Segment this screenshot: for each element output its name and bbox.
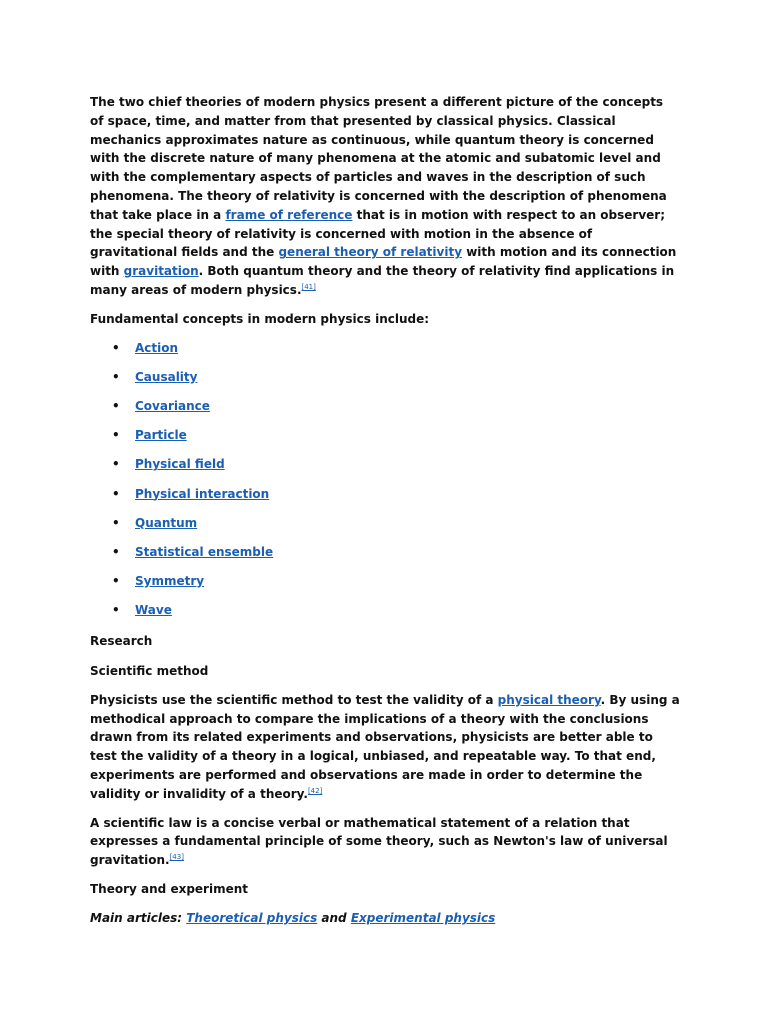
- list-item: [90, 485, 680, 514]
- paragraph-text: . Both quantum theory and the theory of relativity find applications in many areas of modern physics.: [90, 264, 675, 297]
- scientific-method-paragraph: [90, 691, 680, 804]
- bullet-icon: •: [112, 398, 120, 413]
- citation-43-link[interactable]: [43]: [169, 853, 184, 862]
- scientific-method-heading: Scientific method: [90, 663, 209, 678]
- list-item: [90, 572, 680, 601]
- paragraph-text: A scientific law is a concise verbal or mathematical statement of a relation that expresses a fundamental principle of some theory, such as Newton's law of universal gravitation.: [90, 815, 668, 868]
- main-articles-line: [90, 909, 680, 928]
- bullet-icon: •: [112, 457, 120, 472]
- concept-link-action[interactable]: Action: [135, 340, 179, 355]
- bullet-icon: •: [112, 428, 120, 443]
- citation-42-link[interactable]: [42]: [307, 786, 323, 795]
- concept-link-quantum[interactable]: Quantum: [135, 515, 198, 530]
- list-item: [90, 455, 680, 484]
- bullet-icon: •: [112, 340, 120, 355]
- concept-link-particle[interactable]: Particle: [135, 428, 187, 443]
- concept-link-symmetry[interactable]: Symmetry: [135, 574, 205, 589]
- bullet-icon: •: [112, 486, 120, 501]
- citation-41-link[interactable]: [41]: [301, 282, 316, 291]
- citation-42: [308, 787, 322, 795]
- citation-41: [302, 283, 316, 291]
- research-heading: Research: [90, 634, 153, 649]
- list-item: [90, 514, 680, 543]
- bullet-icon: •: [112, 603, 120, 618]
- concept-link-covariance[interactable]: Covariance: [135, 398, 210, 413]
- concepts-list: [90, 339, 680, 631]
- bullet-icon: •: [112, 369, 120, 384]
- physical-theory-link[interactable]: physical theory: [497, 692, 601, 707]
- bullet-icon: •: [112, 544, 120, 559]
- general-relativity-link[interactable]: general theory of relativity: [278, 245, 463, 260]
- list-item: [90, 601, 680, 630]
- list-item: [90, 543, 680, 572]
- concept-link-causality[interactable]: Causality: [135, 369, 198, 384]
- list-item: [90, 339, 680, 368]
- frame-of-reference-link[interactable]: frame of reference: [225, 207, 353, 222]
- paragraph-text: with motion and its connection with: [90, 245, 677, 279]
- concept-link-physical-field[interactable]: Physical field: [135, 457, 225, 472]
- theory-experiment-heading: Theory and experiment: [90, 881, 248, 896]
- gravitation-link[interactable]: gravitation: [123, 264, 199, 279]
- paragraph-text: that is in motion with respect to an observer; the special theory of relativity is concerned with motion in the absence of gravitational fields and the: [90, 207, 666, 260]
- main-articles-joiner: and: [317, 911, 351, 926]
- concept-link-physical-interaction[interactable]: Physical interaction: [135, 486, 270, 501]
- concept-link-wave[interactable]: Wave: [135, 603, 172, 618]
- theoretical-physics-link[interactable]: Theoretical physics: [186, 911, 318, 926]
- concepts-intro: Fundamental concepts in modern physics include:: [90, 311, 430, 326]
- citation-43: [170, 853, 184, 861]
- main-articles-label: Main articles:: [90, 911, 187, 926]
- scientific-law-paragraph: [90, 814, 680, 870]
- intro-paragraph: [90, 93, 680, 300]
- experimental-physics-link[interactable]: Experimental physics: [350, 911, 496, 926]
- list-item: [90, 397, 680, 426]
- bullet-icon: •: [112, 574, 120, 589]
- concept-link-statistical-ensemble[interactable]: Statistical ensemble: [135, 544, 274, 559]
- list-item: [90, 426, 680, 455]
- paragraph-text: The two chief theories of modern physics present a different picture of the concepts of space, time, and matter from that presented by classical physics. Classical mechanics approximates nature as continuous, while quantum theory is concerned with the discrete nature of many phenomena at the atomic and subatomic level and with the complementary aspects of particles and waves in the description of such phenomena. The theory of relativity is concerned with the description of phenomena that take place in a: [90, 95, 667, 222]
- paragraph-text: Physicists use the scientific method to test the validity of a: [90, 692, 498, 707]
- document-body: [90, 93, 680, 938]
- paragraph-text: . By using a methodical approach to compare the implications of a theory with the conclusions drawn from its related experiments and observations, physicists are better able to test the validity of a theory in a logical, unbiased, and repeatable way. To that end, experiments are performed and observations are made in order to determine the validity or invalidity of a theory.: [90, 692, 680, 801]
- bullet-icon: •: [112, 515, 120, 530]
- list-item: [90, 368, 680, 397]
